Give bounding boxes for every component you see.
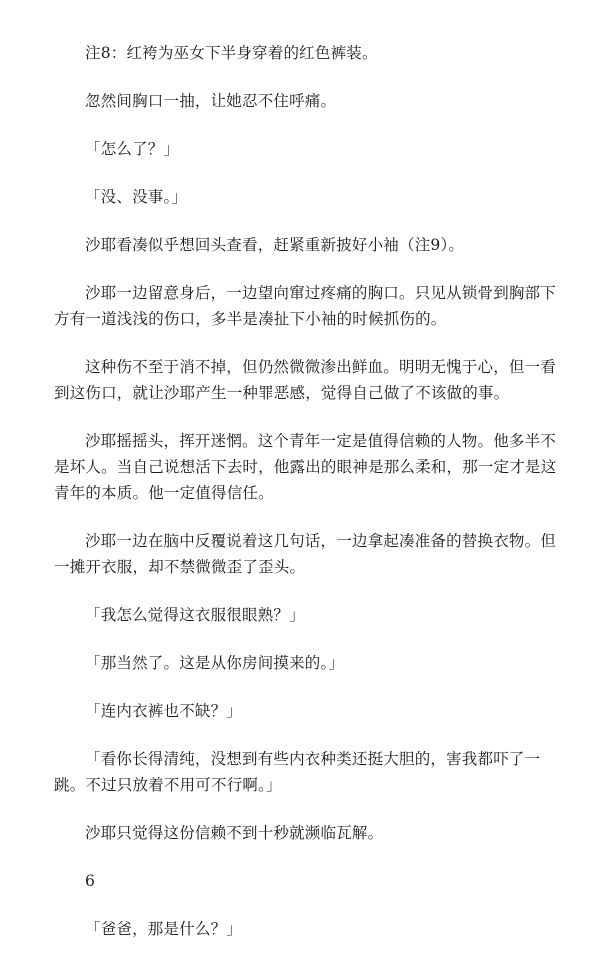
paragraph: 沙耶一边留意身后，一边望向窜过疼痛的胸口。只见从锁骨到胸部下方有一道浅浅的伤口，多半是凑扯下小袖的时候抓伤的。 (54, 284, 557, 328)
dialogue-line: 「看你长得清纯，没想到有些内衣种类还挺大胆的，害我都吓了一跳。不过只放着不用可不行啊。」 (54, 750, 541, 794)
paragraph: 忽然间胸口一抽，让她忍不住呼痛。 (85, 92, 337, 110)
paragraph: 沙耶一边在脑中反覆说着这几句话，一边拿起凑准备的替换衣物。但一摊开衣服，却不禁微微歪了歪头。 (54, 532, 557, 576)
paragraph: 沙耶摇摇头，挥开迷惘。这个青年一定是值得信赖的人物。他多半不是坏人。当自己说想活下去时，他露出的眼神是那么柔和，那一定才是这青年的本质。他一定值得信任。 (54, 432, 557, 502)
dialogue-line: 「那当然了。这是从你房间摸来的。」 (85, 654, 345, 672)
dialogue-line: 「爸爸，那是什么？」 (85, 920, 243, 938)
paragraph: 这种伤不至于消不掉，但仍然微微渗出鲜血。明明无愧于心，但一看到这伤口，就让沙耶产生一种罪恶感，觉得自己做了不该做的事。 (54, 358, 557, 402)
paragraph: 沙耶只觉得这份信赖不到十秒就濒临瓦解。 (85, 824, 384, 842)
dialogue-line: 「没、没事。」 (85, 188, 188, 206)
paragraph: 沙耶看凑似乎想回头查看，赶紧重新披好小袖（注9）。 (85, 236, 465, 254)
section-number: 6 (85, 872, 96, 890)
dialogue-line: 「连内衣裤也不缺？」 (85, 702, 243, 720)
footnote-8: 注8：红袴为巫女下半身穿着的红色裤装。 (85, 44, 378, 62)
dialogue-line: 「怎么了？」 (85, 140, 180, 158)
dialogue-line: 「我怎么觉得这衣服很眼熟？」 (85, 606, 305, 624)
document-page (54, 40, 559, 964)
